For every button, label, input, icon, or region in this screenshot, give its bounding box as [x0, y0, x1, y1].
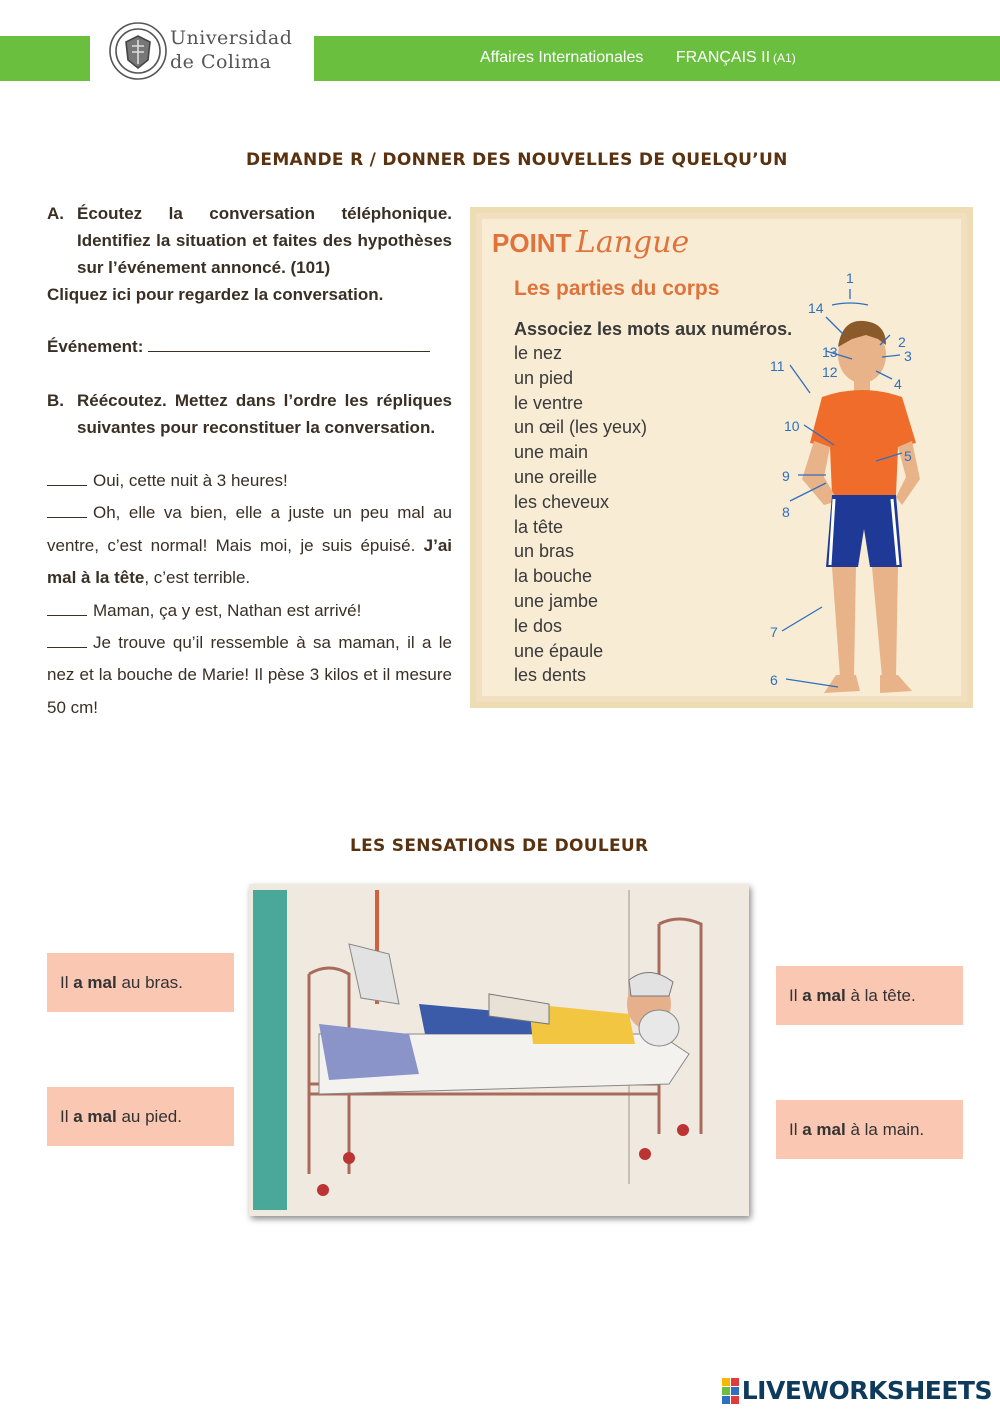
dialog-text: Oh, elle va bien, elle a juste un peu mal au ventre, c’est normal! Mais moi, je suis épuisé.	[47, 503, 452, 555]
dialog-line	[47, 465, 452, 497]
body-part-word: la tête	[514, 516, 564, 537]
conversation-link[interactable]: Cliquez ici pour regardez la conversation.	[47, 285, 384, 304]
figure-number: 4	[894, 376, 902, 392]
pain-subject: Il	[789, 985, 798, 1005]
pain-rest: à la main.	[850, 1119, 925, 1139]
pain-rest: au bras.	[121, 972, 183, 992]
section-title-news: DEMANDE R / DONNER DES NOUVELLES DE QUELQU’UN	[246, 150, 788, 170]
body-part-word: les cheveux	[514, 491, 610, 512]
pain-box-bras	[47, 953, 234, 1012]
dialog-text: Maman, ça y est, Nathan est arrivé!	[93, 600, 362, 620]
nav-course-label: FRANÇAIS II	[675, 49, 771, 66]
body-part-word: le nez	[514, 343, 563, 363]
point-langue-instruction: Associez les mots aux numéros.	[514, 319, 793, 339]
exercise-a-instruction: Écoutez la conversation téléphonique. Identifiez la situation et faites des hypothèses sur l’événement annoncé. (101)	[77, 204, 452, 277]
figure-number: 6	[770, 672, 778, 688]
university-name	[170, 26, 292, 74]
nav-course	[676, 49, 796, 66]
exercise-b-instruction: Réécoutez. Mettez dans l’ordre les répliques suivantes pour reconstituer la conversation.	[77, 391, 452, 437]
dialog-text: Oui, cette nuit à 3 heures!	[93, 471, 288, 490]
event-label: Événement:	[47, 337, 144, 356]
pain-subject: Il	[789, 1119, 798, 1139]
body-part-word: la bouche	[514, 566, 593, 587]
liveworksheets-brand: LIVEWORKSHEETS	[741, 1376, 992, 1405]
nav-level: (A1)	[773, 51, 796, 65]
liveworksheets-logo[interactable]	[722, 1376, 992, 1405]
pain-verb: a mal	[802, 1119, 846, 1139]
pain-box-tete	[776, 966, 963, 1025]
pain-subject: Il	[60, 1106, 69, 1126]
pain-rest: à la tête.	[850, 985, 916, 1005]
event-row	[47, 333, 452, 360]
body-part-word: une main	[514, 442, 589, 463]
body-part-word: le dos	[514, 615, 563, 636]
title-langue: Langue	[575, 225, 690, 260]
header-nav	[480, 49, 796, 67]
hospital-bed-illustration	[249, 884, 749, 1216]
point-langue-panel	[470, 207, 973, 708]
nav-program: Affaires Internationales	[480, 49, 644, 66]
point-langue-title	[492, 225, 689, 260]
pain-verb: a mal	[802, 985, 846, 1005]
pain-verb: a mal	[73, 972, 117, 992]
body-part-word: une oreille	[514, 466, 598, 487]
figure-number: 11	[770, 358, 785, 374]
dialog-line	[47, 497, 452, 594]
body-part-word: le ventre	[514, 392, 584, 413]
figure-number: 12	[822, 364, 838, 380]
pain-box-pied	[47, 1087, 234, 1146]
figure-number: 10	[784, 418, 800, 434]
figure-number: 1	[846, 270, 854, 286]
figure-number: 2	[898, 334, 906, 350]
body-part-word: un œil (les yeux)	[514, 417, 648, 438]
exercise-b	[47, 387, 452, 441]
figure-number: 7	[770, 624, 778, 640]
exercise-b-label: B.	[47, 391, 64, 410]
section-title-pain: LES SENSATIONS DE DOULEUR	[350, 836, 649, 856]
point-langue-inner	[482, 219, 961, 696]
body-parts-list	[514, 341, 647, 688]
university-line2: de Colima	[170, 51, 272, 73]
man-figure	[802, 321, 920, 693]
figure-number: 8	[782, 504, 790, 520]
figure-number: 3	[904, 348, 912, 364]
body-part-word: une jambe	[514, 590, 599, 611]
figure-number: 14	[808, 300, 824, 316]
exercises-column	[47, 200, 452, 724]
figure-number: 9	[782, 468, 790, 484]
pain-verb: a mal	[73, 1106, 117, 1126]
body-part-word: un pied	[514, 367, 574, 388]
dialog-lines	[47, 465, 452, 724]
pain-rest: au pied.	[121, 1106, 182, 1126]
body-part-word: les dents	[514, 665, 587, 686]
figure-number: 13	[822, 344, 838, 360]
order-input[interactable]	[47, 502, 87, 518]
pain-box-main	[776, 1100, 963, 1159]
figure-number: 5	[904, 448, 912, 464]
point-langue-subtitle: Les parties du corps	[514, 277, 720, 300]
order-input[interactable]	[47, 632, 87, 648]
dialog-line	[47, 595, 452, 627]
dialog-text-bold: J’ai mal à la tête	[47, 535, 452, 588]
dialog-text: Je trouve qu’il ressemble à sa maman, il a le nez et la bouche de Marie! Il pèse 3 kilos et il mesure 50 cm!	[47, 633, 452, 717]
dialog-text: , c’est terrible.	[144, 568, 251, 588]
body-part-word: un bras	[514, 541, 575, 562]
exercise-a	[47, 200, 452, 281]
order-input[interactable]	[47, 470, 87, 486]
body-figure-illustration	[752, 247, 982, 707]
order-input[interactable]	[47, 600, 87, 616]
body-part-word: une épaule	[514, 640, 604, 661]
title-point: POINT	[492, 228, 572, 258]
header-bar-left	[0, 36, 90, 81]
dialog-line	[47, 627, 452, 724]
pain-subject: Il	[60, 972, 69, 992]
exercise-a-label: A.	[47, 204, 64, 223]
event-input[interactable]	[148, 334, 430, 352]
university-line1: Universidad	[170, 27, 293, 49]
liveworksheets-icon	[722, 1378, 739, 1404]
